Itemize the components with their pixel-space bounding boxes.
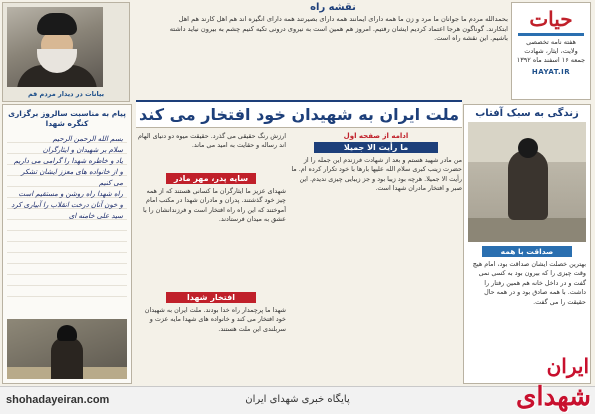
masthead (511, 2, 591, 100)
watermark-logo (481, 354, 591, 412)
middle-box2-text: شهدا ما پرچمدار راه خدا بودند. ملت ایران به شهیدان خود افتخار می کند و خانواده های شهدا مایه عزت و سربلندی این ملت هستند. (144, 306, 286, 333)
watermark-top: ایران (546, 354, 589, 378)
right-column-subhead: صداقت با همه (482, 246, 572, 257)
right-column (463, 104, 591, 384)
watermark-bottom: شهدای (516, 382, 591, 412)
top-article (158, 2, 508, 100)
portrait-caption: بیانات در دیدار مردم قم (27, 90, 105, 98)
middle-column (136, 132, 286, 384)
writing-photo (7, 319, 127, 379)
middle-intro: ارزش رنگ حقیقی می گذرد. حقیقت میوه دو دنیای الهام اند رساله و حقایت به امید می ماند. (137, 132, 286, 150)
center-article (290, 132, 462, 384)
portrait-photo (7, 7, 103, 87)
center-text: من مادر شهید هستم و بعد از شهادت فرزندم این جمله را از حضرت زینب کبری سلام الله علیها بارها با خود تکرار کرده ام. ما رأيت الا جميلا. هرچه بود زیبا بود و جز زیبایی چیزی ندیدم. این صبر و افتخار مادران شهدا است. (291, 156, 462, 193)
footer-site[interactable]: shohadayeiran.com (6, 394, 110, 406)
right-column-title: زندگی به سبک آفتاب (475, 108, 579, 119)
top-article-title: نقشه راه (310, 2, 356, 13)
masthead-date: جمعه ۱۶ اسفند ماه ۱۳۹۲ (516, 56, 586, 64)
letter-text: بسم الله الرحمن الرحیم سلام بر شهیدان و ایثارگران یاد و خاطره شهدا را گرامی می داریم و از خانواده های معزز ایشان تشکر می کنیم راه شهدا راه روشن و مستقیم است و خون آنان درخت انقلاب را آبیاری کرد سید علی خامنه ای (11, 135, 123, 220)
masthead-line: ولایت، ایثار، شهادت (524, 47, 578, 55)
left-column-title: پیام به مناسبت سالروز برگزاری کنگره شهدا (8, 109, 126, 128)
imam-photo (468, 122, 586, 242)
masthead-line: هفته نامه تخصصی (526, 38, 576, 46)
middle-box1-text: شهدای عزیز ما ایثارگران ما کسانی هستند که از همه چیز خود گذشتند. پدران و مادران شهدا در مکتب امام آموختند که این راه راه افتخار است و فرزندانشان را با عشق به میدان فرستادند. (143, 187, 286, 224)
middle-box1-title: سایه پدر، مهر مادر (166, 173, 256, 184)
top-article-text: بحمدالله مردم ما جوانان ما مرد و زن ما همه دارای ایمانند همه دارای بصیرتند همه دارای انگیزه اند هم اهل کارند هم اهل ابتکارند. گوناگون هرجا اعتماد کردیم ایشان رفتیم. امروز هم همین است به نیروی درونی تکیه کنیم چشم به بیرون نیاید داشته باشیم. این نقشه راه است. (169, 15, 508, 43)
main-headline (136, 100, 462, 128)
masthead-url[interactable]: HAYAT.IR (531, 68, 571, 76)
left-column (2, 104, 132, 384)
center-kicker: ادامه از صفحه اول (343, 132, 409, 140)
footer-agency: پایگاه خبری شهدای ایران (245, 394, 350, 405)
masthead-logo: حیات (529, 7, 573, 31)
leader-portrait (2, 2, 130, 102)
headline-text: ملت ایران به شهیدان خود افتخار می کند (138, 105, 460, 124)
handwritten-letter (7, 132, 127, 302)
center-subhead: ما رأيت الا جميلا (314, 142, 438, 153)
logo-underline (518, 33, 584, 36)
middle-box2-title: افتخار شهدا (166, 292, 256, 303)
right-column-text: بهترین خصلت ایشان صداقت بود، امام هیچ وقت چیزی را که بیرون بود به کسی نمی گفت و در داخل خانه هم همین رفتار را داشت. با همه صادق بود و در همه حال حقیقت را می گفت. (472, 260, 586, 306)
